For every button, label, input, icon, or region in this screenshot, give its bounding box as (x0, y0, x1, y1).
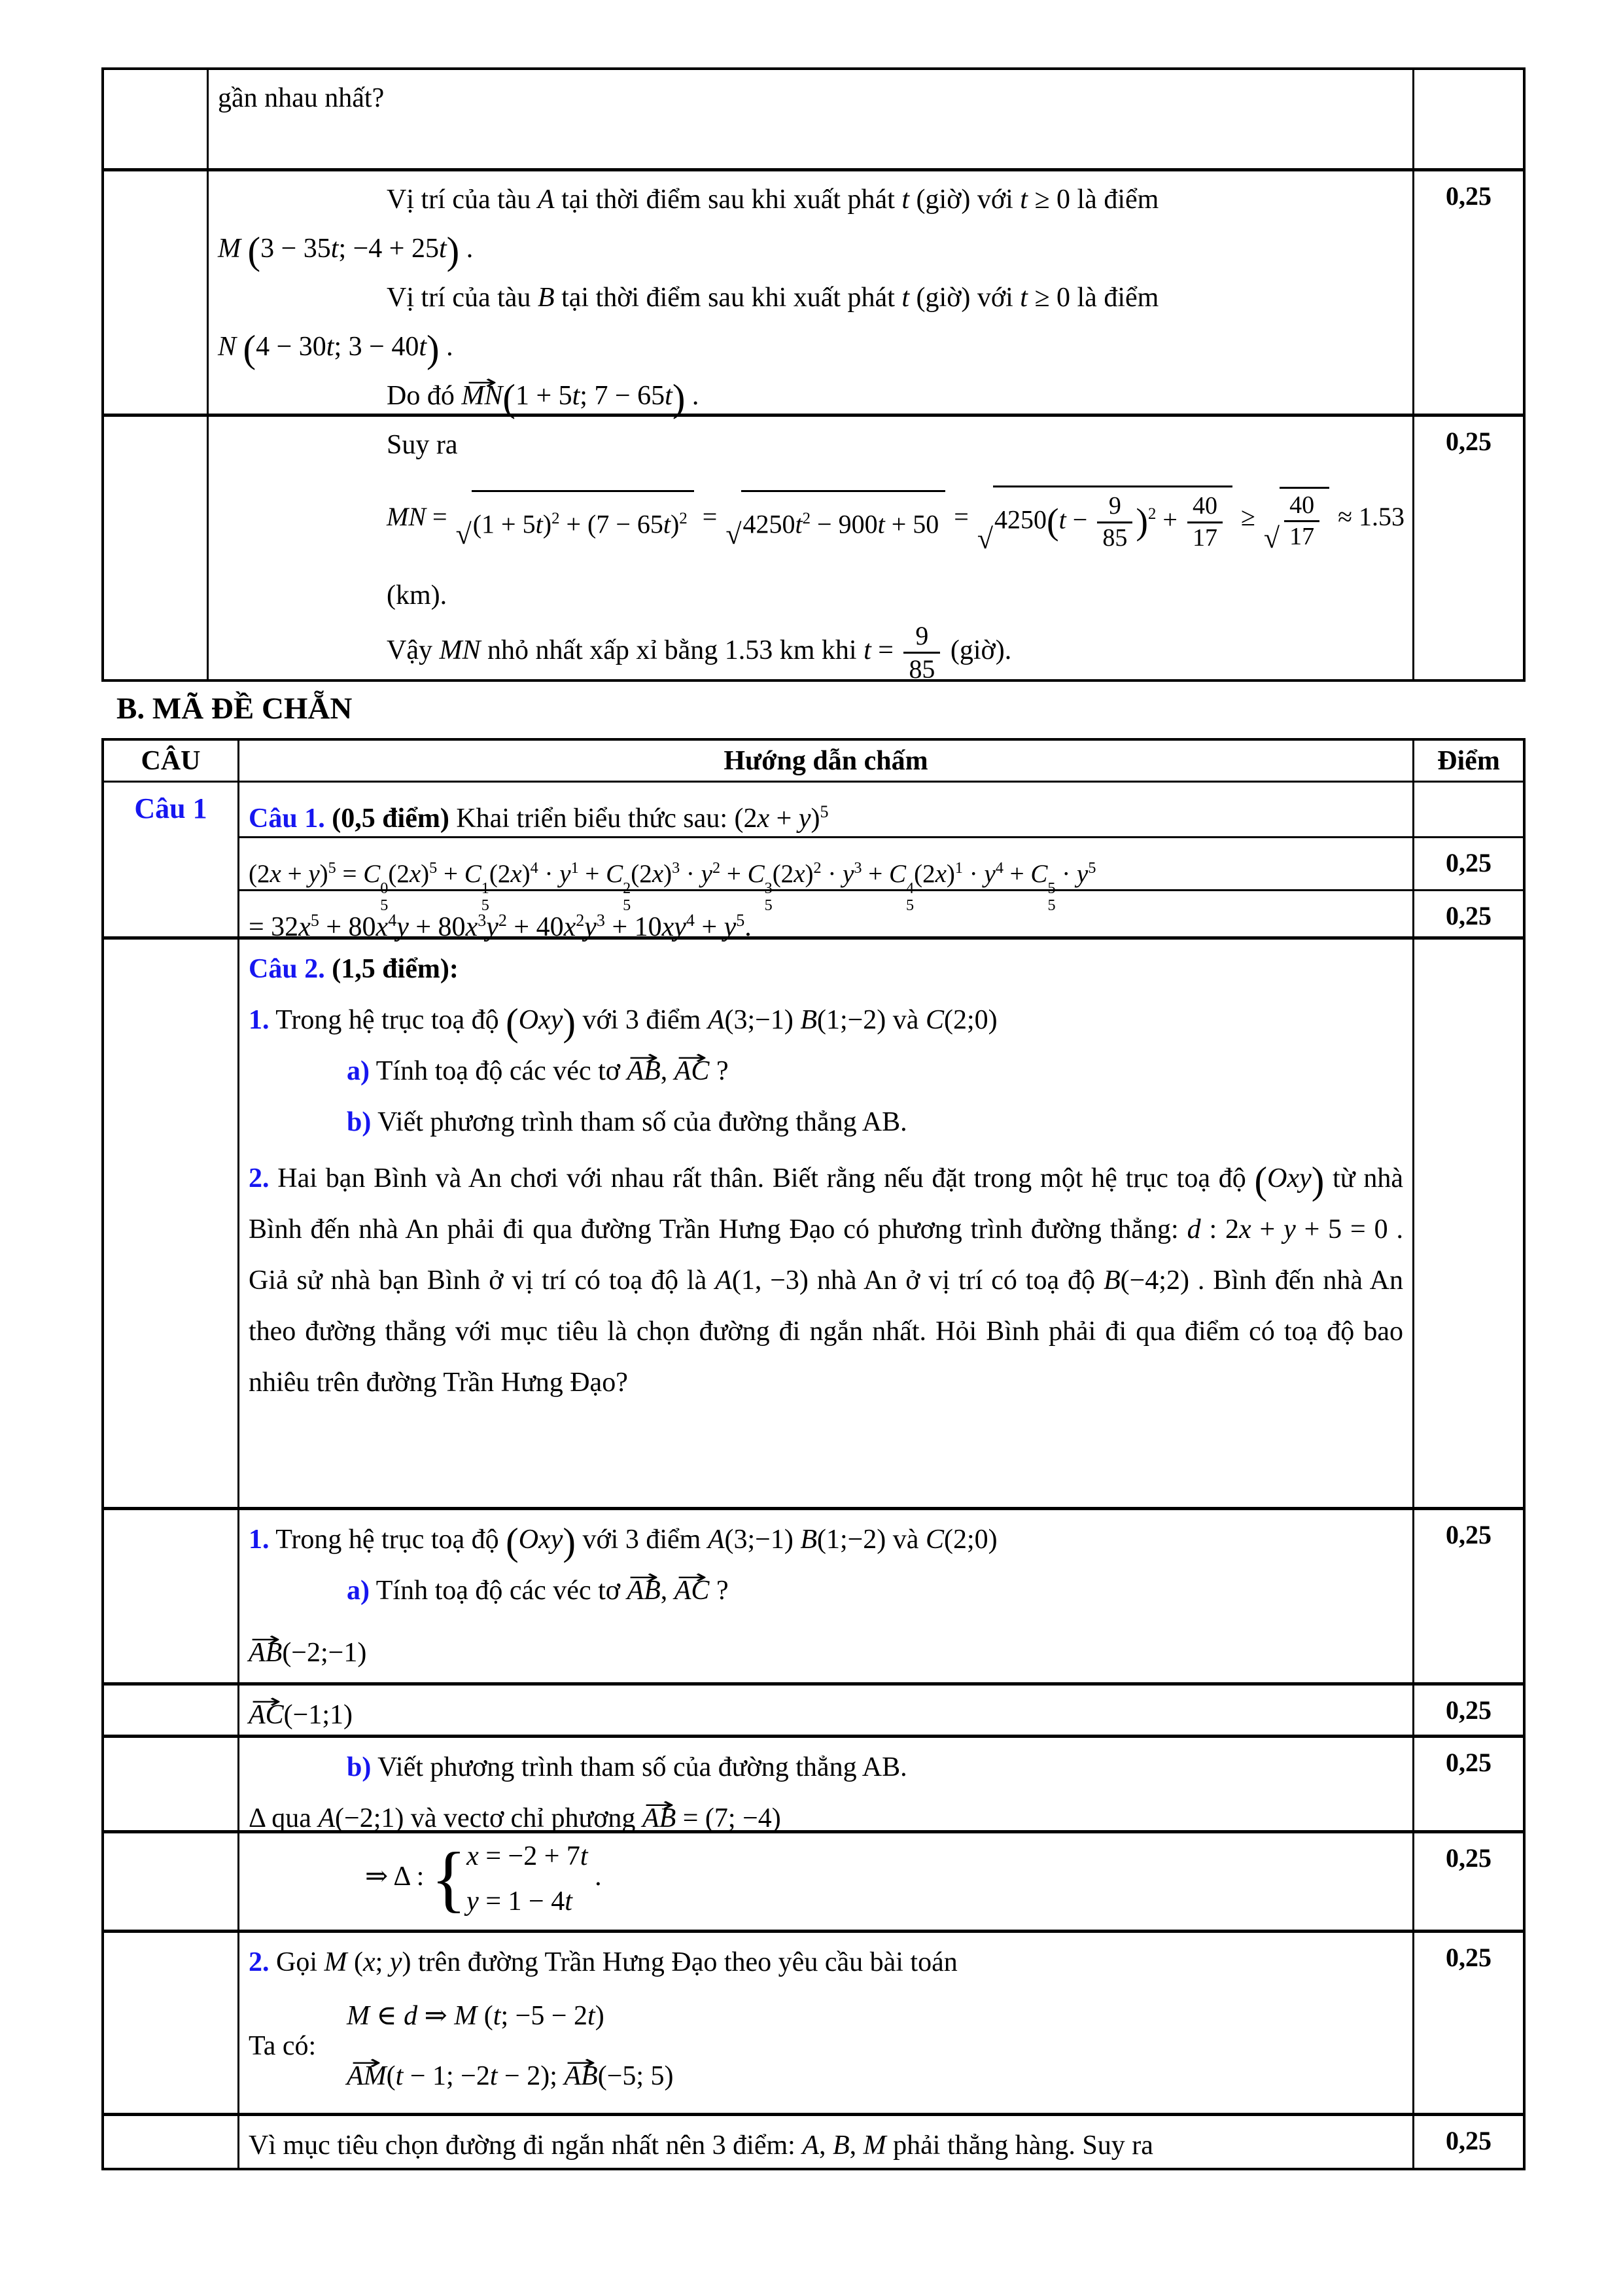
question-col-cell (104, 940, 239, 1510)
text-line: = $32x^5 + 80x^4y + 80x^3y^2 + 40x^2y^3 + 10xy^4 + y^5$. (249, 911, 752, 942)
cell-lines (249, 944, 1403, 1408)
header-huongdan: Hướng dẫn chấm (239, 741, 1414, 783)
cell-lines (249, 1689, 1403, 1740)
content-cell (209, 171, 1414, 417)
text-line: Vị trí của tàu A tại thời điểm sau khi xuất phát t (giờ) với t ≥ 0 là điểm (387, 185, 1159, 215)
question-col-cell (104, 171, 209, 417)
question-col-cell (104, 1686, 239, 1738)
question-col-cell (104, 1933, 239, 2116)
text-line: Vậy MN nhỏ nhất xấp xỉ bằng 1.53 km khi t = $\frac{9}{85}$ (giờ). (387, 621, 1012, 684)
question-col-cell (104, 2116, 239, 2168)
points-value: 0,25 (1446, 848, 1492, 877)
cell-lines (249, 2120, 1403, 2171)
content-cell (239, 940, 1414, 1510)
content-cell (239, 838, 1414, 915)
points-cell (1414, 1738, 1523, 1833)
points-value: 0,25 (1446, 181, 1492, 211)
points-value: 0,25 (1446, 1748, 1492, 1777)
text-line: a) Tính toạ độ các véc tơ AB →, AC → ? (249, 1046, 1403, 1097)
content-cell (239, 2116, 1414, 2168)
formula-line: AM →(t − 1; −2t − 2); AB →(−5; 5) (347, 2056, 674, 2096)
cell-lines (249, 1742, 1403, 1844)
points-cell (1414, 838, 1523, 891)
points-value: 0,25 (1446, 427, 1492, 456)
content-cell (239, 1833, 1414, 1933)
formula-line: M ∈ d ⇒ M (t; −5 − 2t) (347, 2001, 604, 2031)
content-cell (239, 1933, 1414, 2116)
points-cell (1414, 70, 1523, 171)
content-cell (239, 891, 1414, 940)
points-cell (1414, 940, 1523, 1510)
header-cau: CÂU (104, 741, 239, 783)
content-cell (239, 1738, 1414, 1833)
text-line: AC →(−1;1) (249, 1689, 1403, 1740)
points-cell (1414, 1933, 1523, 2116)
question-col-cell (104, 417, 209, 679)
question-col-cell (104, 1833, 239, 1933)
points-cell (1414, 1833, 1523, 1933)
header-diem: Điểm (1414, 741, 1523, 783)
text-line: Vì mục tiêu chọn đường đi ngắn nhất nên 3 điểm: A, B, M phải thẳng hàng. Suy ra (249, 2130, 1153, 2161)
cell-lines (218, 74, 1403, 123)
main-table (101, 738, 1526, 2170)
points-cell (1414, 891, 1523, 940)
text-line: 1. Trong hệ trục toạ độ (Oxy) với 3 điểm A(3;−1) B(1;−2) và C(2;0) (249, 1520, 998, 1563)
content-cell (239, 1686, 1414, 1738)
text-line: Vị trí của tàu B tại thời điểm sau khi xuất phát t (giờ) với t ≥ 0 là điểm (387, 283, 1159, 313)
points-value: 0,25 (1446, 1520, 1492, 1549)
content-cell (239, 1510, 1414, 1686)
points-cell (1414, 1686, 1523, 1738)
cell-lines (218, 421, 1403, 685)
text-line: b) Viết phương trình tham số của đường thẳng AB. (347, 1107, 907, 1137)
points-value: 0,25 (1446, 1843, 1492, 1873)
cell-lines (249, 1514, 1403, 1689)
cell-lines (218, 175, 1403, 421)
text-line: Câu 2. (1,5 điểm): (249, 954, 459, 984)
text-line: AB →(−2;−1) (249, 1616, 1403, 1689)
text-line: Δ qua A(−2;1) và vectơ chỉ phương AB → = (7; −4) (249, 1793, 1403, 1844)
points-value: 0,25 (1446, 1695, 1492, 1725)
question-col-cell (104, 70, 209, 171)
text-line: Suy ra (387, 430, 458, 460)
text-line: b) Viết phương trình tham số của đường thẳng AB. (347, 1752, 907, 1782)
labeled-formula-group (249, 1996, 1403, 2096)
points-cell (1414, 1510, 1523, 1686)
text-line: 2. Gọi M (x; y) trên đường Trần Hưng Đạo theo yêu cầu bài toán (249, 1947, 958, 1977)
points-cell (1414, 783, 1523, 838)
text-line: Câu 1. (0,5 điểm) Khai triển biểu thức sau: $(2x + y)^5$ (249, 802, 829, 834)
text-line: Do đó MN →(1 + 5t; 7 − 65t) . (218, 372, 1403, 421)
points-value: 0,25 (1446, 1943, 1492, 1972)
cell-lines (249, 1837, 1403, 1921)
text-line: (km). (387, 580, 447, 611)
cell-lines (249, 786, 1403, 844)
section-title: B. MÃ ĐỀ CHẴN (116, 692, 353, 726)
text-line: $(2x + y)^5 = C$ 0 5 $(2x)^5 + C$ 1 5 $(2x)^4 \cdot y^1 + C$ 2 5 $(2x)^3 \cdot y^2 + C$ 3 5 $(2x)^2 \cdot y^3 + C$ 4 5 $(2x)^1 \cdot y^4 + C$ 5 5 · $y^5$ (249, 859, 1096, 915)
question-col-cell (104, 1510, 239, 1686)
text-line: ⇒ Δ : { x = −2 + 7t y = 1 − 4t . (365, 1837, 602, 1920)
content-cell (239, 783, 1414, 838)
text-line: MN = √ $(1 + 5t)^2 + (7 - 65t)^2$ = √ $4250t^2 - 900t + 50$ = √ 4250(t − $\frac{9}{85}$ )$^2$ + $\frac{40}{17}$ ≥ √ $\frac{40}{17}$ ≈ 1.53 (218, 486, 1403, 553)
content-cell (209, 70, 1414, 171)
text-line: N (4 − 30t; 3 − 40t) . (218, 327, 453, 370)
points-value: 0,25 (1446, 2126, 1492, 2155)
question-label-cau1: Câu 1 (104, 783, 239, 940)
text-line: M (3 − 35t; −4 + 25t) . (218, 229, 474, 272)
text-line: a) Tính toạ độ các véc tơ AB →, AC → ? (249, 1565, 1403, 1616)
formula-group-label: Ta có: (249, 2031, 317, 2061)
points-cell (1414, 417, 1523, 679)
question-col-cell (104, 1738, 239, 1833)
points-cell (1414, 171, 1523, 417)
points-cell (1414, 2116, 1523, 2168)
points-value: 0,25 (1446, 901, 1492, 930)
top-table (101, 67, 1526, 682)
text-line: gần nhau nhất? (218, 83, 385, 113)
text-line: 2. Hai bạn Bình và An chơi với nhau rất thân. Biết rằng nếu đặt trong một hệ trục toạ độ (Oxy) từ nhà Bình đến nhà An phải đi qua đường Trần Hưng Đạo có phương trình đường thẳng: d : 2x + y + 5 = 0 . Giả sử nhà bạn Bình ở vị trí có toạ độ là A(1, −3) nhà An ở vị trí có toạ độ B(−4;2) . Bình đến nhà An theo đường thẳng với mục tiêu là chọn đường đi ngắn nhất. Hỏi Bình phải đi qua điểm có toạ độ bao nhiêu trên đường Trần Hưng Đạo? (249, 1159, 1404, 1398)
text-line: 1. Trong hệ trục toạ độ (Oxy) với 3 điểm A(3;−1) B(1;−2) và C(2;0) (249, 1000, 998, 1044)
cell-lines (249, 1937, 1403, 2096)
content-cell (209, 417, 1414, 684)
